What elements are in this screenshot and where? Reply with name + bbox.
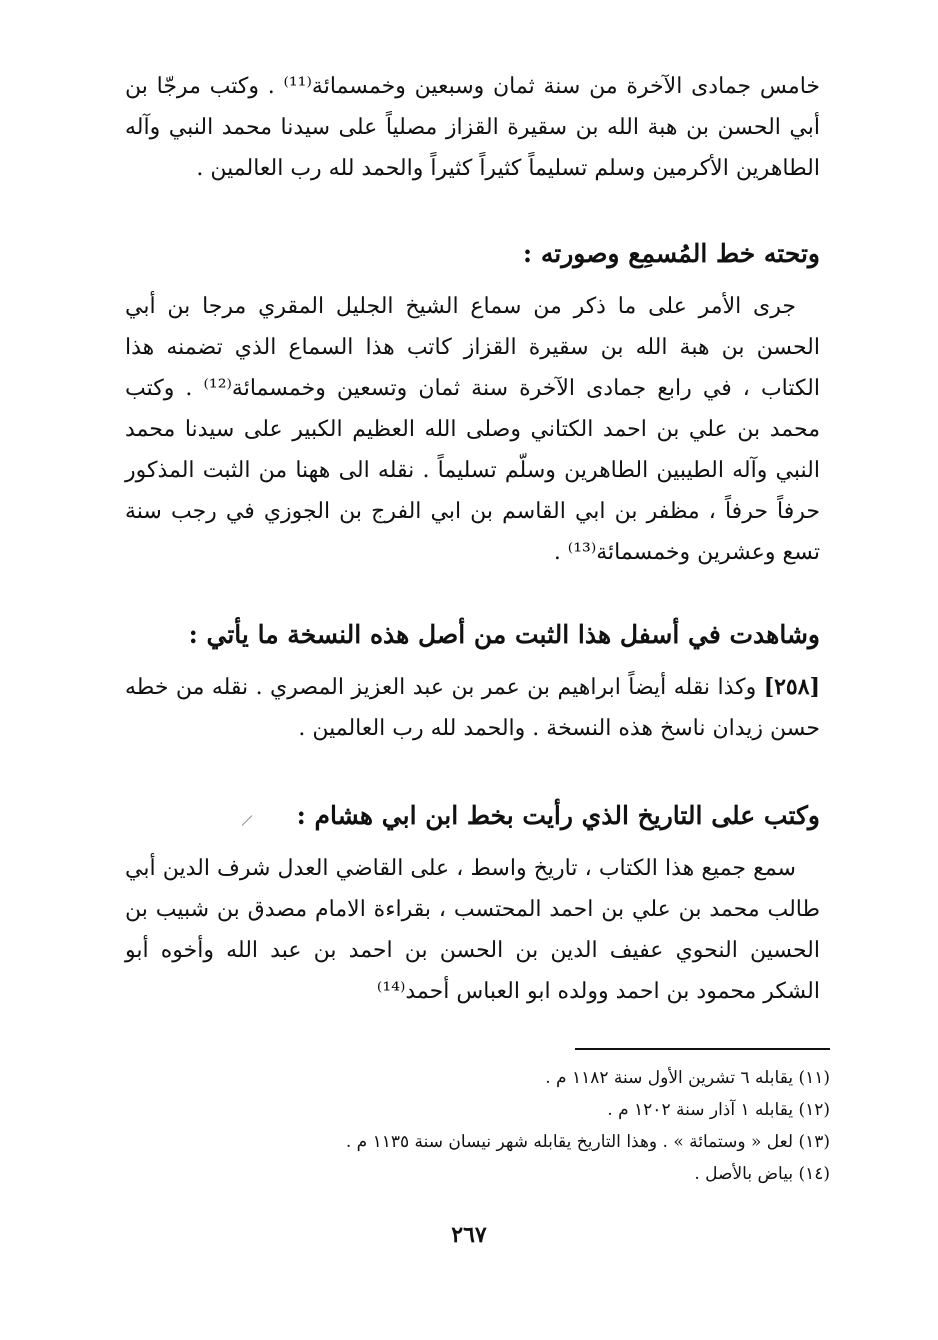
section-heading-thabt: وشاهدت في أسفل هذا الثبت من أصل هذه النسخة ما يأتي : — [188, 620, 820, 649]
footnote-13: (١٣) لعل « وستمائة » . وهذا التاريخ يقابله شهر نيسان سنة ١١٣٥ م . — [345, 1132, 830, 1152]
footnote-11: (١١) يقابله ٦ تشرين الأول سنة ١١٨٢ م . — [545, 1068, 830, 1088]
section-heading-musmi: وتحته خط المُسمِع وصورته : — [522, 239, 820, 268]
footnote-separator — [575, 1048, 830, 1050]
item-text: وكذا نقله أيضاً ابراهيم بن عمر بن عبد العزيز المصري . نقله من خطه حسن زيدان ناسخ هذه النسخة . والحمد لله رب العالمين . — [125, 675, 820, 741]
footnote-12: (١٢) يقابله ١ آذار سنة ١٢٠٢ م . — [607, 1100, 830, 1120]
footnote-14: (١٤) بياض بالأصل . — [694, 1164, 830, 1184]
footnotes-section — [300, 1048, 830, 1190]
item-number: [٢٥٨] — [763, 674, 820, 700]
page-number: ٢٦٧ — [451, 1222, 487, 1248]
paragraph-sama-record: جرى الأمر على ما ذكر من سماع الشيخ الجليل المقري مرجا بن أبي الحسن بن هبة الله بن سقيرة القزاز كاتب هذا السماع الذي تضمنه هذا الكتاب ، في رابع جمادى الآخرة سنة ثمان وتسعين وخمسمائة⁽¹²⁾ . وكتب محمد بن علي بن احمد الكتاني وصلى الله العظيم الكبير على سيدنا محمد النبي وآله الطيبين الطاهرين وسلّم تسليماً . نقله الى ههنا من الثبت المذكور حرفاً حرفاً ، مظفر بن ابي القاسم بن ابي الفرج بن الجوزي في رجب سنة تسع وعشرين وخمسمائة⁽¹³⁾ . — [125, 294, 820, 565]
paragraph-colophon-end: خامس جمادى الآخرة من سنة ثمان وسبعين وخمسمائة⁽¹¹⁾ . وكتب مرجّا بن أبي الحسن بن هبة الله بن سقيرة القزاز مصلياً على سيدنا محمد النبي وآله الطاهرين الأكرمين وسلم تسليماً كثيراً كثيراً والحمد لله رب العالمين . — [125, 74, 820, 181]
paragraph-item-258 — [125, 667, 820, 749]
footnote-list — [300, 1062, 830, 1190]
section-heading-tarikh: وكتب على التاريخ الذي رأيت بخط ابن ابي هشام : — [296, 801, 820, 830]
paragraph-sama-wasit: سمع جميع هذا الكتاب ، تاريخ واسط ، على القاضي العدل شرف الدين أبي طالب محمد بن علي بن احمد المحتسب ، بقراءة الامام مصدق بن شبيب بن الحسين النحوي عفيف الدين بن الحسن بن احمد بن عبد الله وأخوه أبو الشكر محمود بن احمد وولده ابو العباس أحمد⁽¹⁴⁾ — [125, 856, 820, 1004]
